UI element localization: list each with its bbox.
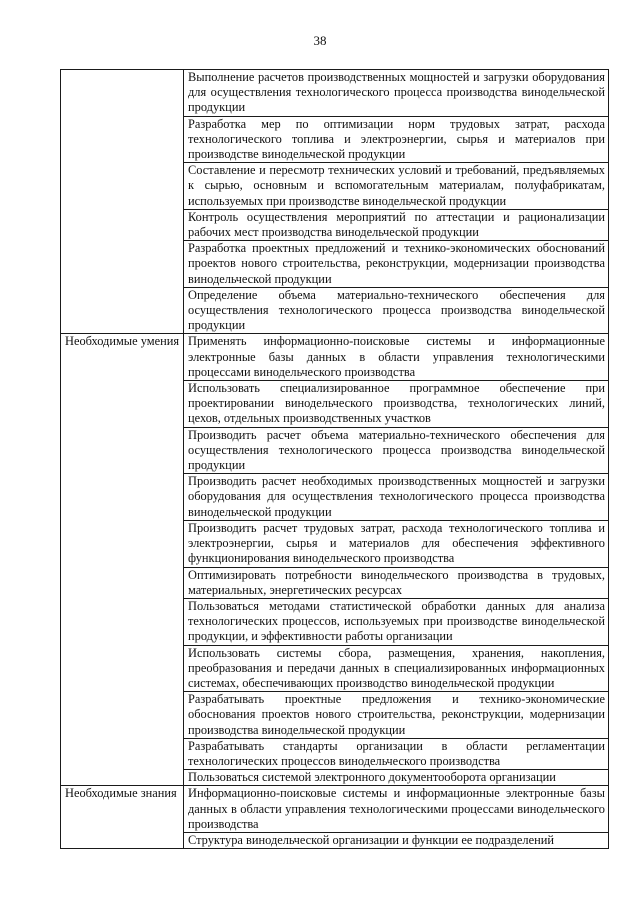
cell-text: Разрабатывать проектные предложения и технико-экономические обоснования проектов нового строительства, реконструкции, модернизации производства винодельческой продукции <box>188 692 605 737</box>
cell-text: Использовать системы сбора, размещения, хранения, накопления, преобразования и передачи данных в специализированных информационных системах, обеспечивающих производство винодельческой продукции <box>188 645 605 690</box>
table-cell <box>184 287 609 334</box>
table-row <box>61 70 609 117</box>
table-cell <box>184 567 609 598</box>
table-cell <box>184 427 609 474</box>
cell-text: Производить расчет необходимых производственных мощностей и загрузки оборудования для осуществления технологического процесса производства винодельческой продукции <box>188 474 605 519</box>
cell-text: Структура винодельческой организации и функции ее подразделений <box>188 832 555 847</box>
table-cell <box>184 598 609 645</box>
page-number: 38 <box>313 33 327 48</box>
cell-text: Составление и пересмотр технических условий и требований, предъявляемых к сырью, основным и вспомогательным материалам, полуфабрикатам, используемых при производстве винодельческой продукции <box>188 163 605 208</box>
table-row <box>61 786 609 833</box>
cell-text: Разработка проектных предложений и технико-экономических обоснований проектов нового строительства, реконструкции, модернизации производства винодельческой продукции <box>188 241 605 286</box>
cell-text: Пользоваться методами статистической обработки данных для анализа технологических процессов, используемых при производстве винодельческой продукции, и эффективности работы организации <box>188 598 605 644</box>
cell-text: Производить расчет трудовых затрат, расхода технологического топлива и электроэнергии, сырья и материалов для обеспечения эффективного функционирования винодельческого производства <box>188 520 605 566</box>
cell-text: Применять информационно-поисковые системы и информационные электронные базы данных в области управления технологическими процессами винодельческого производства <box>188 334 605 379</box>
table-cell <box>184 70 609 117</box>
table-cell <box>184 692 609 739</box>
table-cell <box>184 163 609 210</box>
cell-text: Пользоваться системой электронного документооборота организации <box>188 770 556 785</box>
table-cell <box>184 786 609 833</box>
table-cell <box>184 116 609 163</box>
table-cell <box>184 209 609 240</box>
cell-text: Информационно-поисковые системы и информационные электронные базы данных в области управления технологическими процессами винодельческого производства <box>188 786 605 831</box>
table-cell <box>184 645 609 692</box>
cell-text: Разрабатывать стандарты организации в области регламентации технологических процессов винодельческого производства <box>188 738 605 768</box>
section-label-cell: Необходимые умения <box>61 334 184 786</box>
cell-text: Определение объема материально-технического обеспечения для осуществления технологического процесса производства винодельческой продукции <box>188 287 605 333</box>
table-cell <box>184 832 609 848</box>
table-cell <box>184 474 609 521</box>
table-row <box>61 334 609 381</box>
competency-table <box>60 69 609 849</box>
table-cell <box>184 381 609 428</box>
cell-text: Оптимизировать потребности винодельческого производства в трудовых, материальных, энергетических ресурсах <box>188 567 605 597</box>
table-cell <box>184 738 609 769</box>
cell-text: Использовать специализированное программное обеспечение при проектировании винодельческого производства, технологических линий, цехов, отдельных производственных участков <box>188 381 605 426</box>
cell-text: Контроль осуществления мероприятий по аттестации и рационализации рабочих мест производства винодельческой продукции <box>188 209 605 240</box>
cell-text: Разработка мер по оптимизации норм трудовых затрат, расхода технологического топлива и электроэнергии, сырья и материалов при производстве винодельческой продукции <box>188 116 605 162</box>
table-cell <box>184 770 609 786</box>
table-cell <box>184 241 609 288</box>
table-cell <box>184 334 609 381</box>
table-cell <box>184 520 609 567</box>
cell-text: Выполнение расчетов производственных мощностей и загрузки оборудования для осуществления технологического процесса производства винодельческой продукции <box>188 70 605 115</box>
cell-text: Производить расчет объема материально-технического обеспечения для осуществления технологического процесса производства винодельческой продукции <box>188 427 605 473</box>
section-label-cell: Необходимые знания <box>61 786 184 849</box>
section-label-cell <box>61 70 184 334</box>
